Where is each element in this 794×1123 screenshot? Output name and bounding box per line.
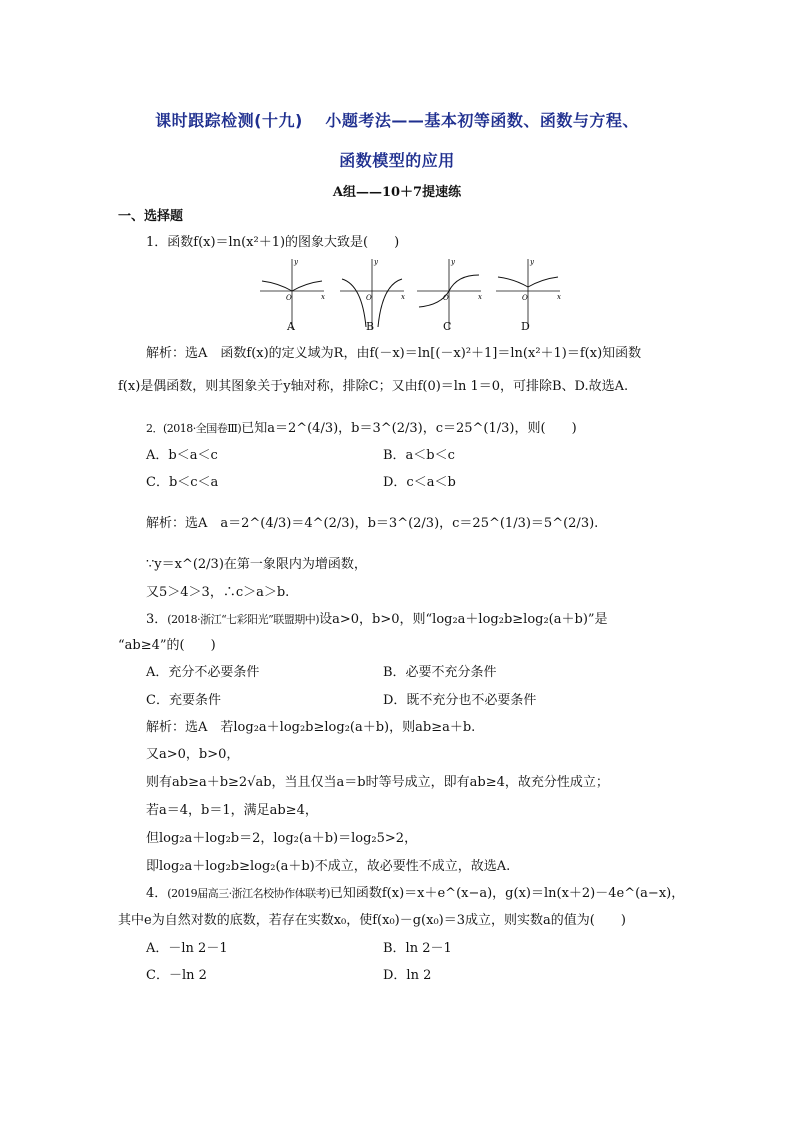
q4-number: 4． (146, 886, 168, 901)
q3-stem-line2: “ab≥4”的( ) (118, 638, 216, 653)
q3-solution-line6: 即log₂a＋log₂b≥log₂(a＋b)不成立，故必要性不成立，故选A. (146, 859, 511, 874)
q3-number: 3． (146, 612, 168, 627)
page-title-line1: 课时跟踪检测(十九) 小题考法——基本初等函数、函数与方程、 (155, 111, 639, 130)
q3-option-b: B．必要不充分条件 (383, 665, 497, 680)
page-subtitle: A组——10＋7提速练 (332, 185, 462, 200)
q3-solution-line3: 则有ab≥a＋b≥2√ab，当且仅当a＝b时等号成立，即有ab≥4，故充分性成立； (146, 775, 609, 790)
q1-graph-label-b: B (366, 320, 375, 333)
q3-solution-line2: 又a>0，b>0， (146, 747, 240, 762)
q2-option-a: A．b＜a＜c (146, 448, 218, 463)
q3-option-c: C．充要条件 (146, 693, 221, 708)
q2-solution-line2: ∵y＝x^(2/3)在第一象限内为增函数， (146, 557, 367, 572)
q2-solution-line3: 又5＞4＞3，∴c＞a＞b. (146, 585, 290, 600)
q4-option-d: D．ln 2 (383, 968, 432, 983)
section-heading: 一、选择题 (118, 209, 184, 224)
q4-stem (146, 885, 684, 903)
q1-graph-label-a: A (287, 320, 295, 333)
q1-stem: 1．函数f(x)＝ln(x²＋1)的图象大致是( ) (146, 235, 400, 250)
q1-solution-line1: 解析：选A 函数f(x)的定义域为R，由f(－x)＝ln[(－x)²＋1]＝ln(x²＋1)＝f(x)知函数 (146, 346, 642, 361)
q3-stem-text: 设a>0，b>0，则“log₂a＋log₂b≥log₂(a＋b)”是 (319, 612, 608, 627)
page-title-line2: 函数模型的应用 (339, 151, 455, 170)
q3-solution-line4: 若a＝4，b＝1，满足ab≥4， (146, 803, 318, 818)
q2-stem (146, 420, 577, 438)
q3-solution-line5: 但log₂a＋log₂b＝2，log₂(a＋b)＝log₂5>2， (146, 831, 418, 846)
svg-text:y: y (374, 258, 378, 266)
q2-option-c: C．b＜c＜a (146, 475, 219, 490)
q3-option-d: D．既不充分也不必要条件 (383, 693, 537, 708)
q2-stem-text: 已知a＝2^(4/3)，b＝3^(2/3)，c＝25^(1/3)，则( ) (241, 421, 577, 436)
q2-option-d: D．c＜a＜b (383, 475, 456, 490)
q4-option-b: B．ln 2－1 (383, 941, 452, 956)
q4-stem-line2: 其中e为自然对数的底数，若存在实数x₀，使f(x₀)－g(x₀)＝3成立，则实数a的值为( ) (118, 913, 626, 928)
svg-text:x: x (401, 293, 405, 301)
svg-text:y: y (294, 258, 298, 266)
q3-stem (146, 611, 608, 629)
q1-solution-line2: f(x)是偶函数，则其图象关于y轴对称，排除C；又由f(0)＝ln 1＝0，可排除B、D.故选A. (118, 379, 629, 394)
q4-stem-text: 已知函数f(x)＝x＋e^(x−a)，g(x)＝ln(x＋2)－4e^(a−x)， (329, 886, 685, 901)
svg-text:x: x (478, 293, 482, 301)
q2-solution-line1: 解析：选A a＝2^(4/3)＝4^(2/3)，b＝3^(2/3)，c＝25^(1/3)＝5^(2/3). (146, 516, 599, 531)
svg-text:x: x (321, 293, 325, 301)
svg-text:O: O (286, 294, 292, 302)
q2-source: 2．(2018·全国卷Ⅲ) (146, 422, 242, 435)
q2-option-b: B．a＜b＜c (383, 448, 455, 463)
q3-option-a: A．充分不必要条件 (146, 665, 260, 680)
svg-text:y: y (451, 258, 455, 266)
q4-option-c: C．－ln 2 (146, 968, 207, 983)
q4-option-a: A．－ln 2－1 (146, 941, 228, 956)
svg-text:O: O (366, 294, 372, 302)
svg-text:x: x (557, 293, 561, 301)
q1-graph-label-d: D (521, 320, 530, 333)
q4-source: (2019届高三·浙江名校协作体联考) (167, 887, 330, 900)
q1-graph-label-c: C (443, 320, 452, 333)
q3-solution-line1: 解析：选A 若log₂a＋log₂b≥log₂(a＋b)，则ab≥a＋b. (146, 720, 476, 735)
q3-source: (2018·浙江“七彩阳光”联盟期中) (167, 613, 320, 626)
svg-text:O: O (443, 294, 449, 302)
svg-text:y: y (530, 258, 534, 266)
svg-text:O: O (522, 294, 528, 302)
